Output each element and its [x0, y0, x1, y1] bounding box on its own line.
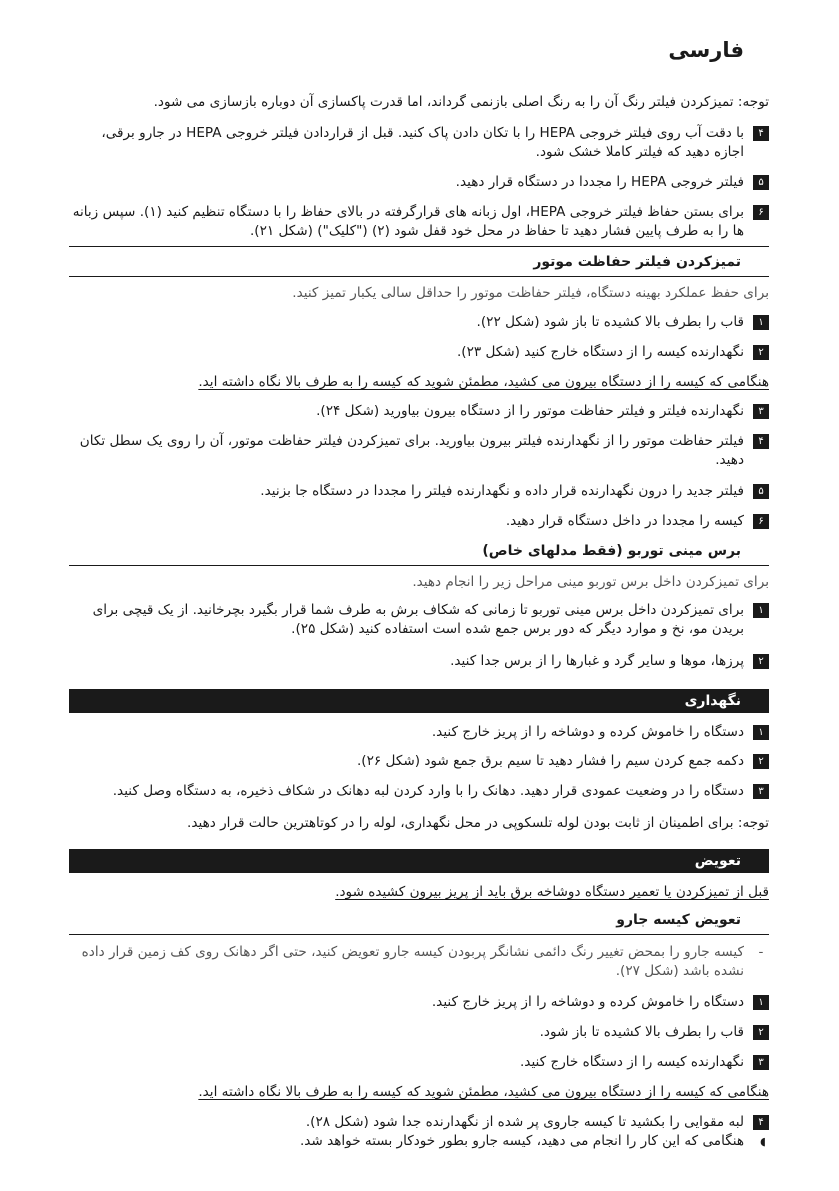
- replacement-heading: تعویض: [69, 849, 769, 873]
- step-text: فیلتر خروجی HEPA را مجددا در دستگاه قرار دهید.: [455, 174, 744, 190]
- step-number: ۶: [753, 514, 769, 529]
- step-text: برای بستن حفاظ فیلتر خروجی HEPA، اول زبانه های قرارگرفته در بالای حفاظ را با دستگاه تنظیم کنید (۱). سپس زبانه ها را به طرف پایین فشار دهید تا حفاظ در محل خود قفل شود (۲) ("کلیک") (شکل ۲۱).: [72, 204, 744, 239]
- section-divider: [69, 565, 769, 566]
- step-number: ۴: [753, 1115, 769, 1130]
- motor-filter-title: تمیزکردن فیلتر حفاظت موتور: [533, 254, 741, 270]
- bag-step-4: [69, 1113, 769, 1132]
- turbo-step-2: [69, 652, 769, 671]
- step-text: لبه مقوایی را بکشید تا کیسه جاروی پر شده از نگهدارنده جدا شود (شکل ۲۸).: [305, 1114, 744, 1130]
- motor-filter-intro: برای حفظ عملکرد بهینه دستگاه، فیلتر حفاظت موتور را حداقل سالی یکبار تمیز کنید.: [292, 285, 769, 301]
- motor-step-6: [69, 512, 769, 531]
- step-number: ۵: [753, 175, 769, 190]
- bag-replacement-title: تعویض کیسه جارو: [616, 912, 741, 928]
- step-number: ۴: [753, 126, 769, 141]
- bag-dash-item: [69, 943, 769, 981]
- language-title: فارسی: [668, 38, 744, 62]
- motor-step-2: [69, 343, 769, 362]
- intro-note: توجه: تمیزکردن فیلتر رنگ آن را به رنگ اصلی بازنمی گرداند، اما قدرت پاکسازی آن دوباره بازسازی می شود.: [153, 94, 769, 110]
- step-text: پرزها، موها و سایر گرد و غبارها را از برس جدا کنید.: [450, 653, 744, 669]
- replacement-warning: قبل از تمیزکردن یا تعمیر دستگاه دوشاخه برق باید از پریز بیرون کشیده شود.: [335, 884, 769, 900]
- storage-heading: نگهداری: [69, 689, 769, 713]
- step-number: ۱: [753, 995, 769, 1010]
- bag-step-3: [69, 1053, 769, 1072]
- motor-step-5: [69, 482, 769, 501]
- storage-step-3: [69, 782, 769, 801]
- step-number: ۲: [753, 1025, 769, 1040]
- step-text: نگهدارنده کیسه را از دستگاه خارج کنید.: [519, 1054, 744, 1070]
- storage-note: توجه: برای اطمینان از ثابت بودن لوله تلسکوپی در محل نگهداری، لوله را در کوتاهترین حالت قرار دهید.: [187, 815, 769, 831]
- storage-step-1: [69, 723, 769, 742]
- step-number: ۳: [753, 784, 769, 799]
- step-number: ۳: [753, 404, 769, 419]
- section-divider: [69, 246, 769, 247]
- turbo-brush-title: برس مینی توربو (فقط مدلهای خاص): [482, 543, 741, 559]
- turbo-step-1: [69, 601, 769, 639]
- step-text: دستگاه را در وضعیت عمودی قرار دهید. دهانک را با وارد کردن لبه دهانک در شکاف ذخیره، به دستگاه وصل کنید.: [112, 783, 744, 799]
- bag-warning: هنگامی که کیسه را از دستگاه بیرون می کشید، مطمئن شوید که کیسه را به طرف بالا نگاه داشته اید.: [198, 1084, 769, 1100]
- step-number: ۲: [753, 654, 769, 669]
- hepa-step-4: [69, 124, 769, 162]
- step-number: ۲: [753, 754, 769, 769]
- turbo-brush-intro: برای تمیزکردن داخل برس توربو مینی مراحل زیر را انجام دهید.: [412, 574, 769, 590]
- bag-step-1: [69, 993, 769, 1012]
- motor-warning: هنگامی که کیسه را از دستگاه بیرون می کشید، مطمئن شوید که کیسه را به طرف بالا نگاه داشته اید.: [198, 374, 769, 390]
- step-text: فیلتر حفاظت موتور را از نگهدارنده فیلتر بیرون بیاورید. برای تمیزکردن فیلتر حفاظت موتور، آن را روی یک سطل تکان دهید.: [79, 433, 744, 468]
- step-text: دکمه جمع کردن سیم را فشار دهید تا سیم برق جمع شود (شکل ۲۶).: [356, 753, 744, 769]
- dash-text: کیسه جارو را بمحض تغییر رنگ دائمی نشانگر پربودن کیسه جارو تعویض کنید، حتی اگر دهانک روی کف زمین قرار داده نشده باشد (شکل ۲۷).: [81, 944, 744, 979]
- motor-step-1: [69, 313, 769, 332]
- bag-bullet: [69, 1132, 769, 1151]
- step-number: ۵: [753, 484, 769, 499]
- bullet-icon: ◖: [760, 1135, 766, 1148]
- step-text: کیسه را مجددا در داخل دستگاه قرار دهید.: [505, 513, 744, 529]
- step-text: دستگاه را خاموش کرده و دوشاخه را از پریز خارج کنید.: [431, 994, 744, 1010]
- step-text: نگهدارنده کیسه را از دستگاه خارج کنید (شکل ۲۳).: [456, 344, 744, 360]
- step-text: با دقت آب روی فیلتر خروجی HEPA را با تکان دادن پاک کنید. قبل از قراردادن فیلتر خروجی HEPA در جارو برقی، اجازه دهید که فیلتر کاملا خشک شود.: [101, 125, 744, 160]
- motor-step-4: [69, 432, 769, 470]
- step-text: فیلتر جدید را درون نگهدارنده قرار داده و نگهدارنده فیلتر را مجددا در دستگاه جا بزنید.: [260, 483, 744, 499]
- hepa-step-6: [69, 203, 769, 241]
- step-number: ۱: [753, 725, 769, 740]
- step-number: ۱: [753, 603, 769, 618]
- bullet-text: هنگامی که این کار را انجام می دهید، کیسه جارو بطور خودکار بسته خواهد شد.: [299, 1133, 744, 1149]
- section-divider: [69, 276, 769, 277]
- storage-step-2: [69, 752, 769, 771]
- step-number: ۴: [753, 434, 769, 449]
- bag-step-2: [69, 1023, 769, 1042]
- step-number: ۲: [753, 345, 769, 360]
- hepa-step-5: [69, 173, 769, 192]
- step-text: دستگاه را خاموش کرده و دوشاخه را از پریز خارج کنید.: [431, 724, 744, 740]
- step-text: قاب را بطرف بالا کشیده تا باز شود (شکل ۲۲).: [476, 314, 744, 330]
- dash-mark: -: [758, 944, 764, 960]
- step-text: برای تمیزکردن داخل برس مینی توربو تا زمانی که شکاف برش به طرف شما قرار بگیرد بچرخانید. از یک قیچی برای بریدن مو، نخ و موارد دیگر که دور برس جمع شده است استفاده کنید (شکل ۲۵).: [92, 602, 744, 637]
- section-divider: [69, 934, 769, 935]
- motor-step-3: [69, 402, 769, 421]
- step-number: ۶: [753, 205, 769, 220]
- step-text: قاب را بطرف بالا کشیده تا باز شود.: [539, 1024, 744, 1040]
- step-number: ۱: [753, 315, 769, 330]
- step-number: ۳: [753, 1055, 769, 1070]
- step-text: نگهدارنده فیلتر و فیلتر حفاظت موتور را از دستگاه بیرون بیاورید (شکل ۲۴).: [316, 403, 744, 419]
